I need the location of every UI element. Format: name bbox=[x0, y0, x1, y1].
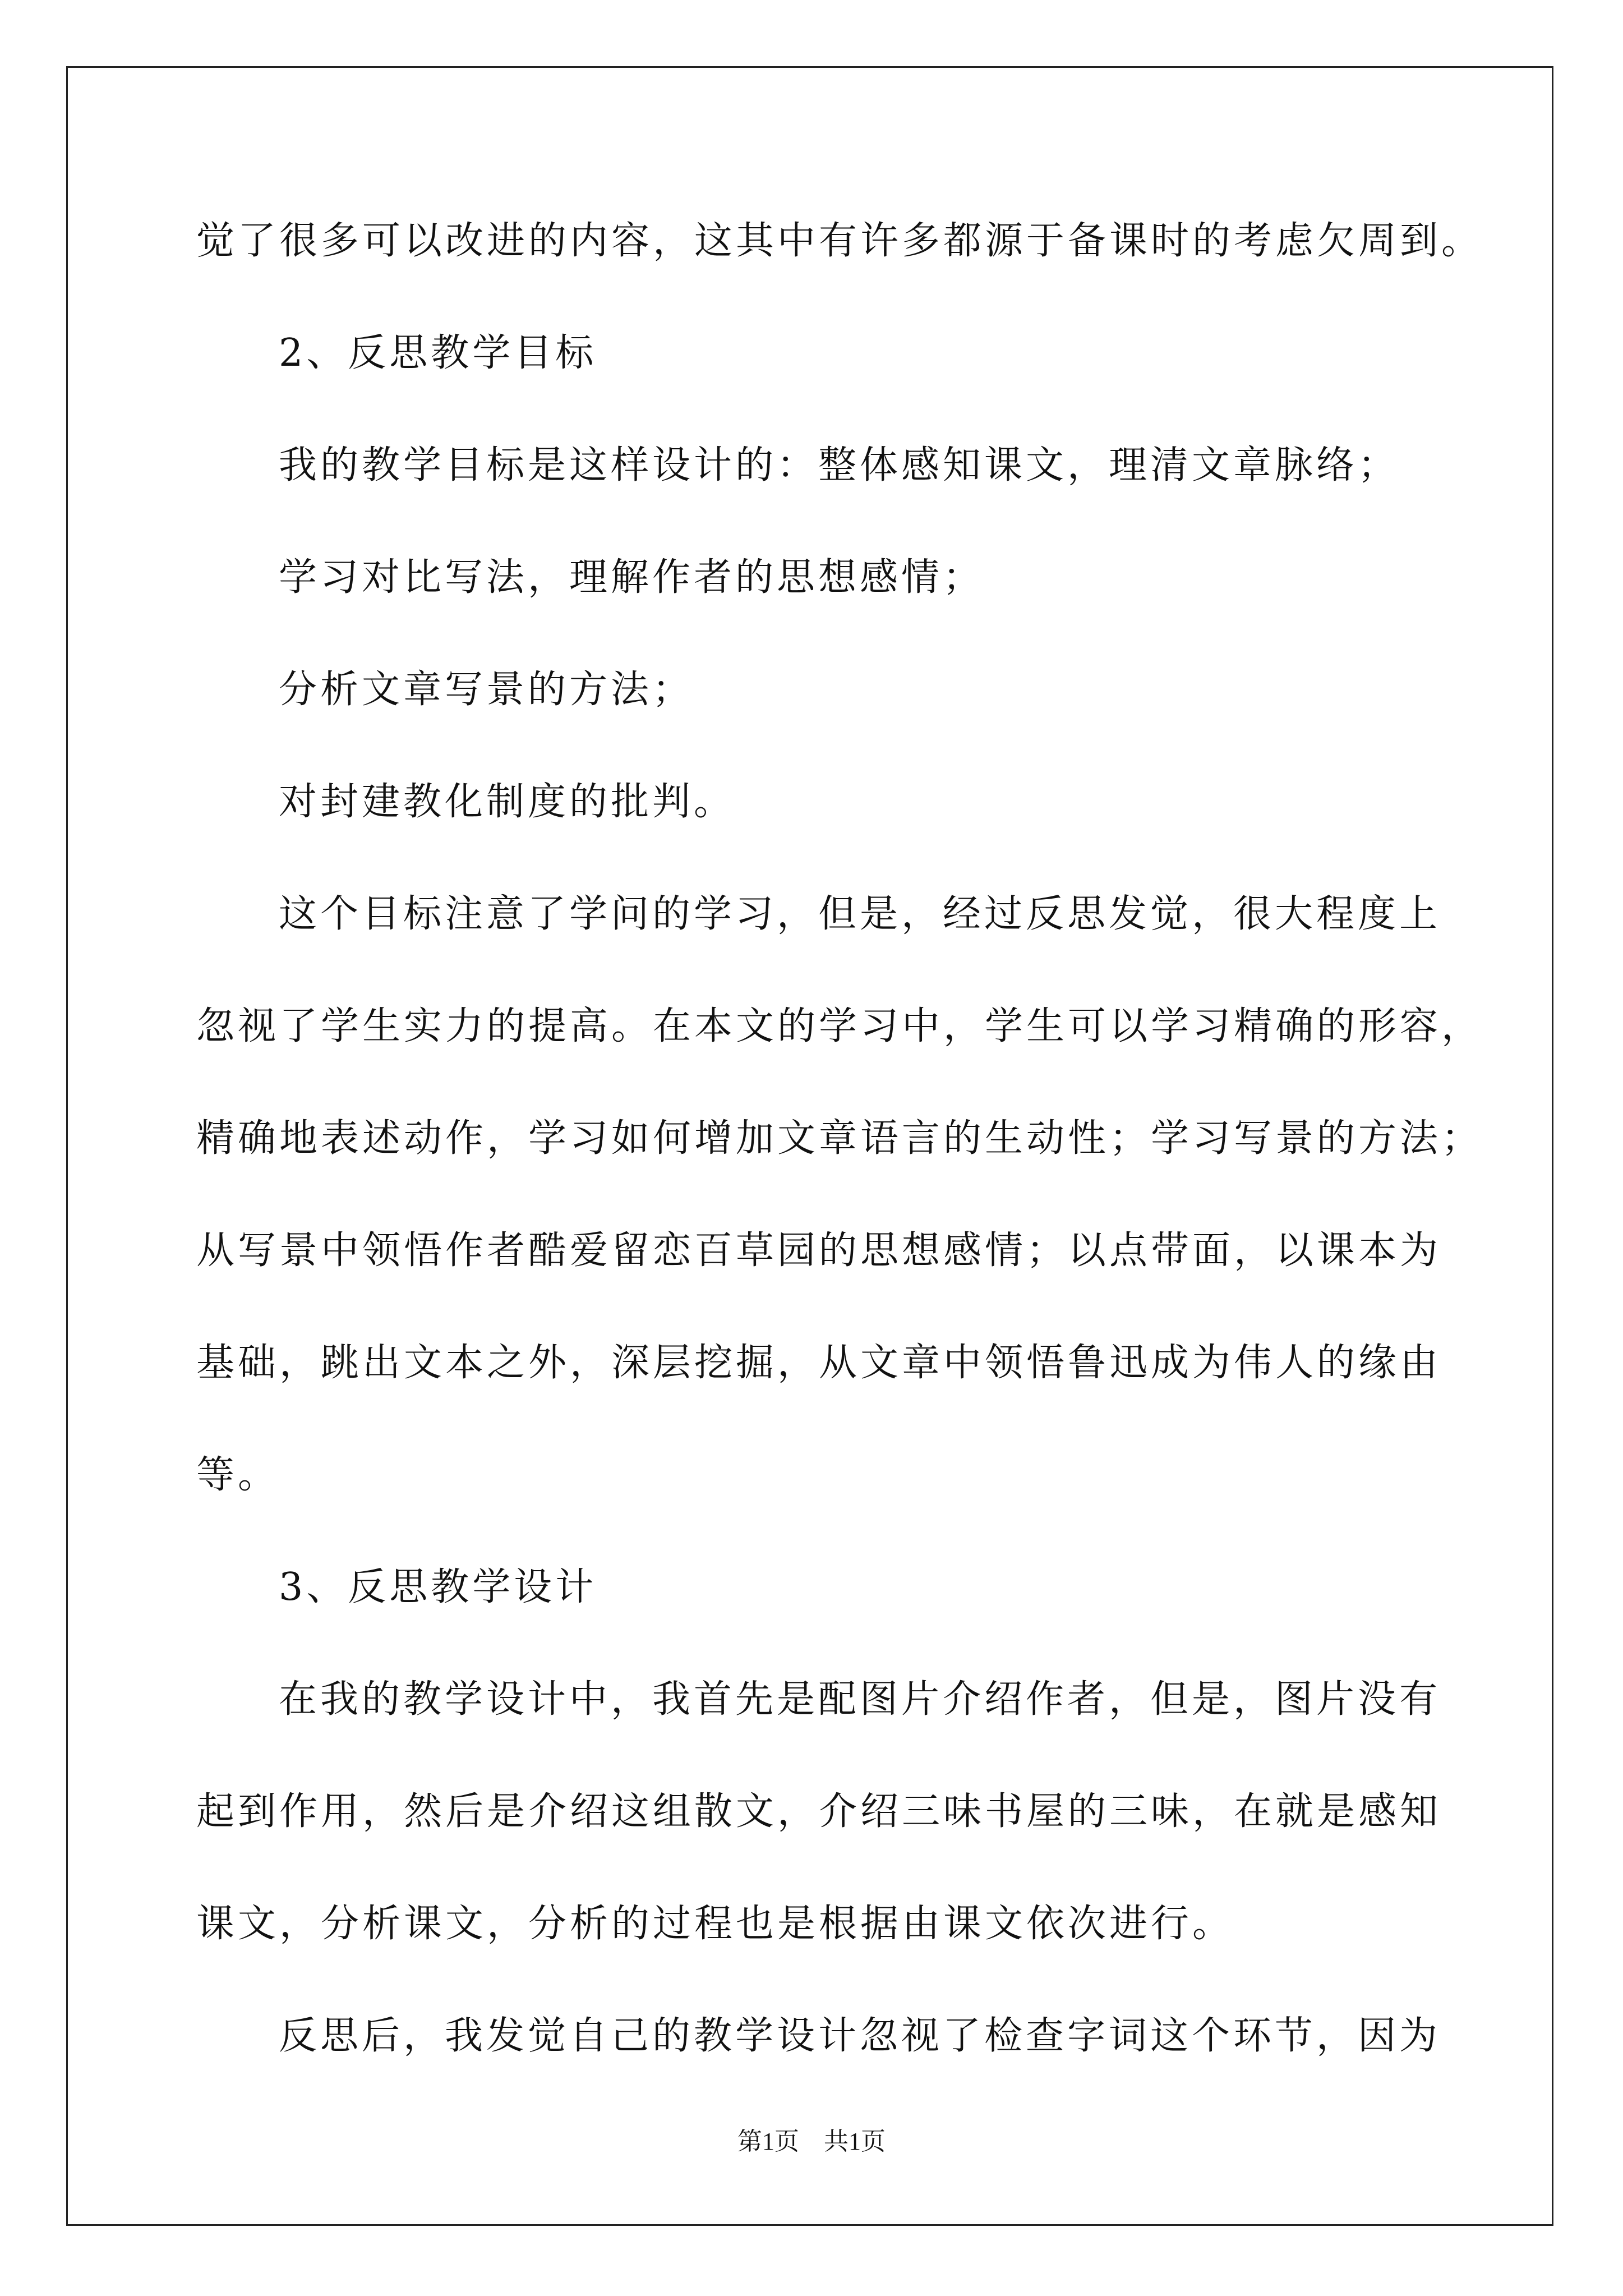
section-heading: 3、反思教学设计 bbox=[279, 1565, 597, 1609]
text-line: 对封建教化制度的批判。 bbox=[279, 780, 736, 824]
text-line: 忽视了学生实力的提高。在本文的学习中，学生可以学习精确的形容， bbox=[196, 1004, 1483, 1048]
text-line: 在我的教学设计中，我首先是配图片介绍作者，但是，图片没有 bbox=[279, 1677, 1441, 1722]
text-line: 课文，分析课文，分析的过程也是根据由课文依次进行。 bbox=[196, 1902, 1234, 1946]
text-line: 觉了很多可以改进的内容，这其中有许多都源于备课时的考虑欠周到。 bbox=[196, 219, 1483, 263]
page-footer: 第1页 共1页 bbox=[737, 2128, 886, 2155]
text-line: 基础，跳出文本之外，深层挖掘，从文章中领悟鲁迅成为伟人的缘由 bbox=[196, 1341, 1442, 1385]
text-line: 精确地表述动作，学习如何增加文章语言的生动性；学习写景的方法； bbox=[196, 1116, 1483, 1161]
text-line: 这个目标注意了学问的学习，但是，经过反思发觉，很大程度上 bbox=[279, 892, 1441, 936]
text-line: 反思后，我发觉自己的教学设计忽视了检查字词这个环节，因为 bbox=[279, 2014, 1441, 2058]
text-line: 从写景中领悟作者酷爱留恋百草园的思想感情；以点带面，以课本为 bbox=[196, 1228, 1442, 1273]
section-heading: 2、反思教学目标 bbox=[279, 331, 597, 375]
text-line: 等。 bbox=[196, 1453, 280, 1497]
text-line: 分析文章写景的方法； bbox=[279, 668, 694, 712]
text-line: 起到作用，然后是介绍这组散文，介绍三味书屋的三味，在就是感知 bbox=[196, 1789, 1442, 1834]
text-line: 我的教学目标是这样设计的：整体感知课文，理清文章脉络； bbox=[279, 443, 1400, 487]
text-line: 学习对比写法，理解作者的思想感情； bbox=[279, 555, 985, 600]
